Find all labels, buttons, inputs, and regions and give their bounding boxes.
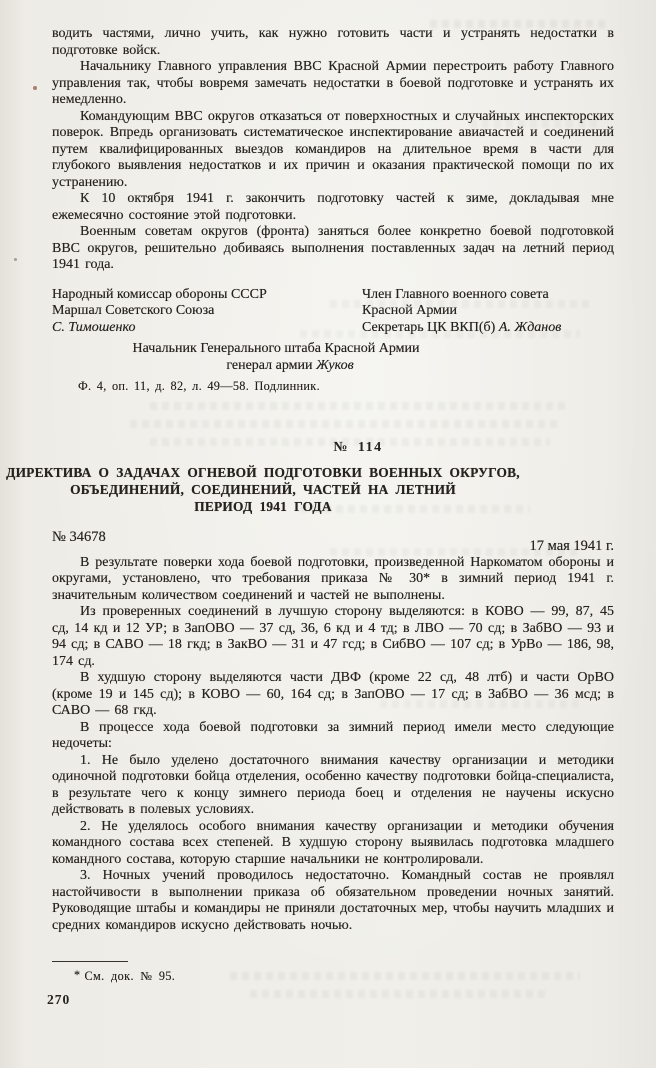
signer-name: С. Тимошенко — [52, 320, 136, 336]
footnote-text: См. док. № 95. — [84, 969, 176, 983]
prev-doc-paragraph: Начальнику Главного управления ВВС Красной Армии перестроить работу Главного управления так, чтобы вовремя замечать недостатки в боевой подготовке и устранять их немедленно. — [52, 59, 614, 107]
document-title-line: ДИРЕКТИВА О ЗАДАЧАХ ОГНЕВОЙ ПОДГОТОВКИ ВОЕННЫХ ОКРУГОВ, — [6, 464, 520, 480]
footnote-block — [52, 961, 175, 984]
body-paragraph: В худшую сторону выделяются части ДВФ (кроме 22 сд, 48 лтб) и части ОрВО (кроме 19 и 145 сд); в КОВО — 60, 164 сд; в ЗапОВО — 17 сд; в ЗабВО — 36 мсд; в САВО — 68 гкд. — [52, 670, 614, 719]
scan-speck — [33, 86, 37, 90]
archive-reference: Ф. 4, оп. 11, д. 82, л. 49—58. Подлинник. — [78, 378, 320, 393]
body-paragraph: 1. Не было уделено достаточного внимания качеству организации и методики одиночной подготовки бойца отделения, особенно качеству подготовки бойца-специалиста, в результате чего к концу зимнего периода боец и отделения не научены искусно действовать в полевых условиях. — [52, 752, 614, 818]
signer-title: Народный комиссар обороны СССР — [52, 286, 267, 302]
signer-name: Жуков — [315, 357, 354, 373]
prev-doc-paragraph: Командующим ВВС округов отказаться от поверхностных и случайных инспекторских поверок. Впредь организовать систематическое инспектирование авиачастей и соединений путем квалифицированных выездов командиров на длительное время в части для глубокого выявления недостатков и их причин и оказания практической помощи по их устранению. — [52, 108, 614, 190]
bleed-through-line — [230, 972, 580, 980]
signer-rank-and-name — [9, 357, 571, 374]
signer-title: Красной Армии — [362, 303, 457, 319]
signer-title-center: Начальник Генерального штаба Красной Армии — [132, 340, 420, 356]
body-paragraph: Из проверенных соединений в лучшую сторону выделяются: в КОВО — 99, 87, 45 сд, 14 кд и 12 УР; в ЗапОВО — 37 сд, 36, 6 кд и 4 тд; в ЛВО — 70 сд; в ЗабВО — 93 и 94 сд; в САВО — 18 гкд; в ЗакВО — 31 и 47 гсд; в СибВО — 107 сд; в УрВо — 186, 98, 174 сд. — [52, 604, 614, 669]
document-title-line: ОБЪЕДИНЕНИЙ, СОЕДИНЕНИЙ, ЧАСТЕЙ НА ЛЕТНИЙ — [70, 481, 456, 497]
body-paragraph: 2. Не уделялось особого внимания качеству организации и методики обучения командного состава всех степеней. В худшую сторону выявилась подготовка младшего командного состава, которую старшие начальники не контролировали. — [52, 818, 614, 867]
prev-doc-paragraph: К 10 октября 1941 г. закончить подготовку частей к зиме, докладывая мне ежемесячно состояние этой подготовки. — [52, 191, 614, 223]
document-meta-row — [52, 529, 614, 555]
bleed-through-line — [250, 990, 550, 998]
scan-speck — [14, 258, 17, 261]
document-number-header: № 114 — [333, 439, 383, 455]
body-paragraph: В процессе хода боевой подготовки за зимний период имели место следующие недочеты: — [52, 719, 614, 752]
page-number: 270 — [47, 992, 71, 1007]
signer-title-and-name — [362, 320, 614, 337]
document-outgoing-number: № 34678 — [52, 528, 106, 545]
signature-right-column — [362, 287, 614, 337]
footnote-rule — [52, 961, 128, 962]
signer-role: Секретарь ЦК ВКП(б) — [362, 320, 496, 336]
body-paragraph: В результате поверки хода боевой подготовки, произведенной Наркоматом обороны и округами, установлено, что требования приказа № 30* в зимний период 1941 г. значительным количеством соединений и частей не выполнены. — [52, 554, 614, 603]
prev-doc-paragraph: водить частями, лично учить, как нужно готовить части и устранять недостатки в подготовке войск. — [52, 26, 614, 58]
prev-doc-paragraph: Военным советам округов (фронта) заняться более конкретно боевой подготовкой ВВС округов, решительно добиваясь выполнения поставленных задач на летний период 1941 года. — [52, 224, 614, 272]
page-content — [6, 26, 614, 934]
body-paragraph: 3. Ночных учений проводилось недостаточно. Командный состав не проявлял настойчивости в выполнении приказа об обязательном проведении ночных занятий. Руководящие штабы и командиры не приняли достаточных мер, чтобы научить младших и средних командиров искусно действовать ночью. — [52, 868, 614, 933]
footnote — [52, 969, 175, 984]
signer-rank: генерал армии — [226, 357, 313, 373]
document-date: 17 мая 1941 г. — [529, 537, 614, 554]
footnote-marker: * — [74, 968, 81, 982]
signer-title: Маршал Советского Союза — [52, 303, 215, 319]
signer-title: Член Главного военного совета — [362, 286, 549, 302]
signature-block — [52, 287, 614, 337]
signer-name: А. Жданов — [498, 320, 562, 336]
signature-left-column — [52, 287, 267, 337]
document-title-line: ПЕРИОД 1941 ГОДА — [194, 498, 332, 514]
document-title — [0, 464, 544, 515]
